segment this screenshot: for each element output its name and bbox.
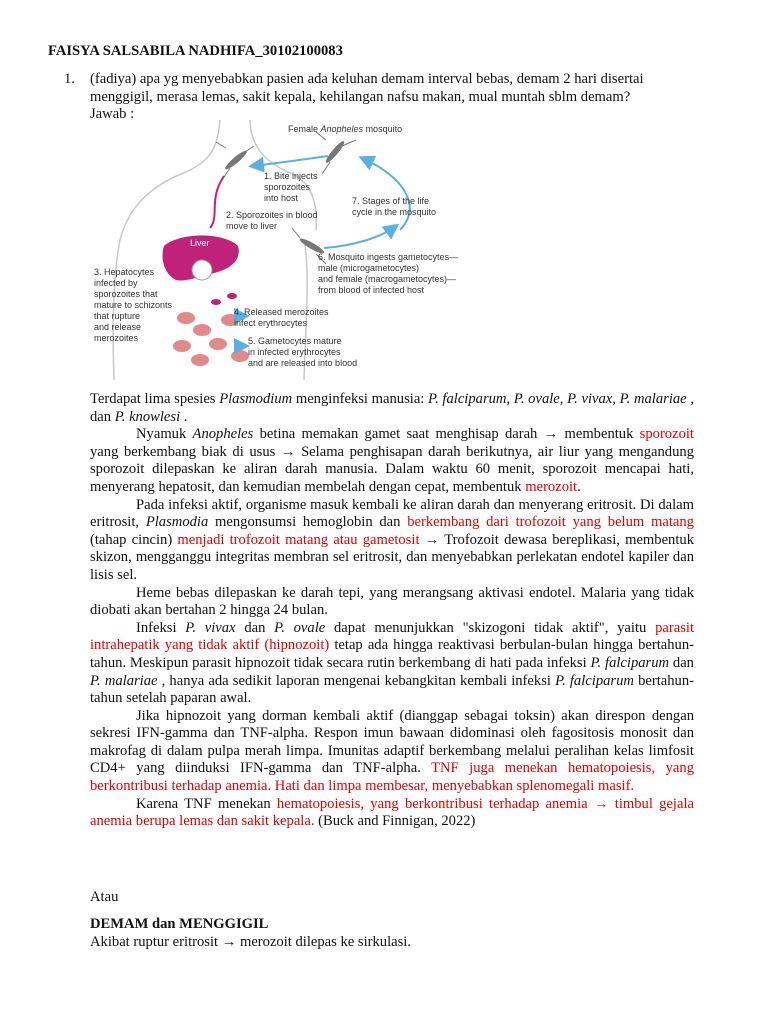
step-6-label-line-3: and female (macrogametocytes)— bbox=[318, 274, 457, 284]
step-6-label-line-1: 6. Mosquito ingests gametocytes— bbox=[318, 252, 459, 262]
section-text: Akibat ruptur eritrosit → merozoit dilepas ke sirkulasi. bbox=[90, 934, 411, 950]
hepatocyte-inset bbox=[192, 260, 212, 280]
answer-label: Jawab : bbox=[90, 106, 135, 123]
question-1 bbox=[64, 71, 694, 124]
step-3-label-line-7: merozoites bbox=[94, 333, 139, 343]
malaria-lifecycle-figure bbox=[90, 120, 500, 380]
atau-text: Atau bbox=[90, 889, 119, 905]
paragraph-1: Terdapat lima spesies Plasmodium menginfeksi manusia: P. falciparum, P. ovale, P. vivax, P. malariae , dan P. knowlesi . bbox=[90, 391, 694, 425]
step-7-label-line-2: cycle in the mosquito bbox=[352, 207, 437, 217]
section-title: DEMAM dan MENGGIGIL bbox=[90, 916, 269, 932]
author-heading: FAISYA SALSABILA NADHIFA_30102100083 bbox=[48, 43, 343, 59]
step-1-label-line-2: sporozoites bbox=[264, 182, 311, 192]
question-number: 1. bbox=[64, 71, 75, 87]
question-text: (fadiya) apa yg menyebabkan pasien ada keluhan demam interval bebas, demam 2 hari disertai menggigil, merasa lemas, sakit kepala, kehilangan nafsu makan, mual muntah sblm demam? bbox=[90, 71, 644, 105]
step-1-label-line-3: into host bbox=[264, 193, 299, 203]
paragraph-6: Jika hipnozoit yang dorman kembali aktif (dianggap sebagai toksin) akan direspon dengan sekresi IFN-gamma dan TNF-alpha. Respon imun bawaan didominasi oleh fagositosis monosit dan makrofag di dalam pulpa merah limpa. Imunitas adaptif berkembang melalui peralihan kelas limfosit CD4+ yang diinduksi IFN-gamma dan TNF-alpha. TNF juga menekan hematopoiesis, yang berkontribusi terhadap anemia. Hati dan limpa membesar, menyebabkan splenomegali masif. bbox=[90, 707, 694, 795]
step-6-label-line-4: from blood of infected host bbox=[318, 285, 425, 295]
erythrocytes-group bbox=[173, 293, 249, 366]
paragraph-5: Infeksi P. vivax dan P. ovale dapat menunjukkan "skizogoni tidak aktif", yaitu parasit intrahepatik yang tidak aktif (hipnozoit) tetap ada hingga reaktivasi berbulan-bulan hingga bertahun-tahun. Meskipun parasit hipnozoit tidak secara rutin berkembang di hati pada infeksi P. falciparum dan P. malariae , hanya ada sedikit laporan mengenai kebangkitan kembali infeksi P. falciparum bertahun-tahun setelah paparan awal. bbox=[90, 619, 694, 707]
step-3-label-line-3: sporozoites that bbox=[94, 289, 158, 299]
answer-body bbox=[90, 391, 694, 831]
figure-title: Female Anopheles mosquito bbox=[288, 124, 403, 134]
step-3-label-line-2: infected by bbox=[94, 278, 138, 288]
step-5-label-line-3: and are released into blood bbox=[248, 358, 358, 368]
step-3-label-line-1: 3. Hepatocytes bbox=[94, 267, 155, 277]
step-5-label-line-2: in infected erythrocytes bbox=[248, 347, 341, 357]
step-3-label-line-6: and release bbox=[94, 322, 142, 332]
step-5-label-line-1: 5. Gametocytes mature bbox=[248, 336, 342, 346]
paragraph-4: Heme bebas dilepaskan ke darah tepi, yang merangsang aktivasi endotel. Malaria yang tidak diobati akan bertahan 2 hingga 24 bulan. bbox=[90, 584, 694, 619]
paragraph-3: Pada infeksi aktif, organisme masuk kembali ke aliran darah dan menyerang eritrosit. Di dalam eritrosit, Plasmodia mengonsumsi hemoglobin dan berkembang dari trofozoit yang belum matang (tahap cincin) menjadi trofozoit matang atau gametosit → Trofozoit dewasa bereplikasi, membentuk skizon, mengganggu integritas membran sel eritrosit, dan menyebabkan perlekatan endotel kapiler dan lisis sel. bbox=[90, 496, 695, 583]
step-3-label-line-5: that rupture bbox=[94, 311, 141, 321]
step-4-label-line-1: 4. Released merozoites bbox=[234, 307, 329, 317]
step-4-label-line-2: infect erythrocytes bbox=[234, 318, 308, 328]
paragraph-2: Nyamuk Anopheles betina memakan gamet saat menghisap darah → membentuk sporozoit yang berkembang biak di usus → Selama penghisapan darah berikutnya, air liur yang mengandung sporozoit dilepaskan ke aliran darah manusia. Dalam waktu 60 menit, sporozoit mencapai hati, menyerang hepatosit, dan kemudian membelah dengan cepat, membentuk merozoit. bbox=[90, 426, 694, 495]
lifecycle-diagram bbox=[90, 120, 500, 380]
step-6-label-line-2: male (microgametocytes) bbox=[318, 263, 420, 273]
step-2-label-line-2: move to liver bbox=[226, 221, 278, 231]
liver-label: Liver bbox=[190, 238, 210, 248]
mosquito-on-skin-icon bbox=[216, 142, 254, 180]
step-7-label-line-1: 7. Stages of the life bbox=[352, 196, 430, 206]
paragraph-7: Karena TNF menekan hematopoiesis, yang berkontribusi terhadap anemia → timbul gejala anemia berupa lemas dan sakit kepala. (Buck and Finnigan, 2022) bbox=[90, 795, 694, 830]
step-2-label-line-1: 2. Sporozoites in blood bbox=[226, 210, 318, 220]
step-1-label-line-1: 1. Bite injects bbox=[264, 171, 318, 181]
mosquito-top-icon bbox=[316, 132, 356, 174]
step-3-label-line-4: mature to schizonts bbox=[94, 300, 173, 310]
